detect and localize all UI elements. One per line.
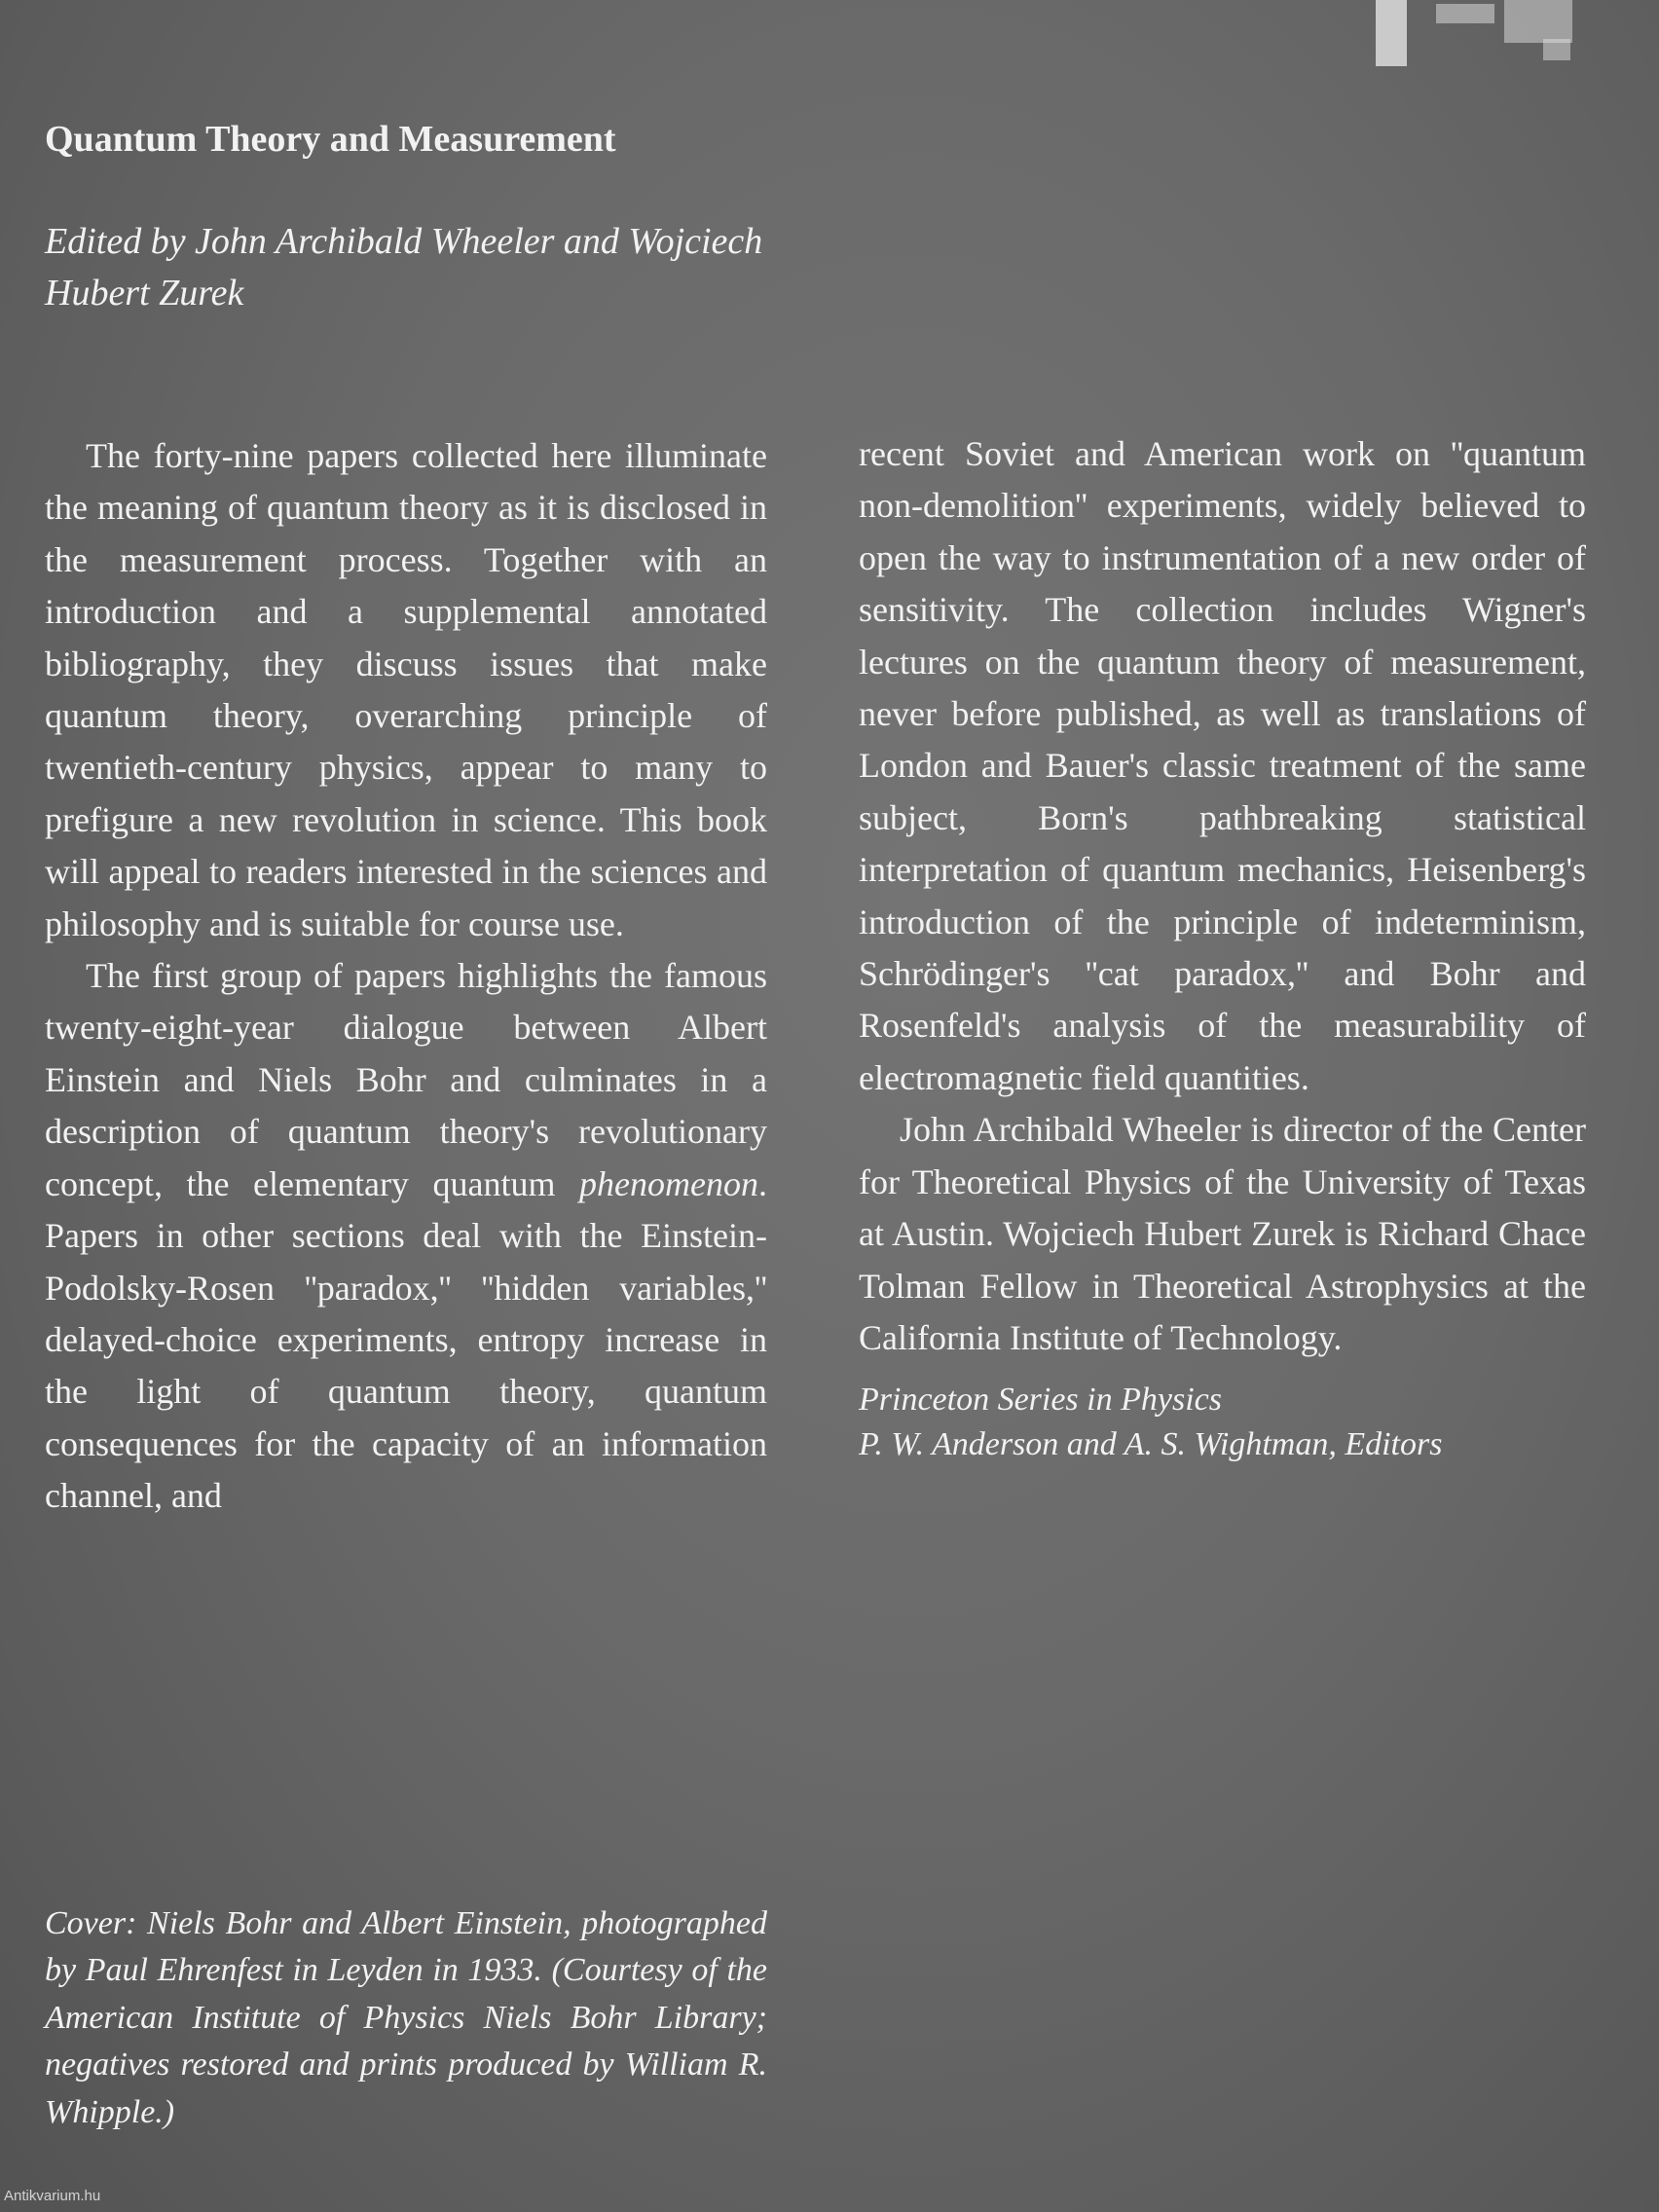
description-paragraph-1: The forty-nine papers collected here illuminate the meaning of quantum theory as it is disclosed in the measurement process. Together with an introduction and a supplemental annotated bibliography, they discuss issues that make quantum theory, overarching principle of twentieth-century physics, appear to many to prefigure a new revolution in science. This book will appeal to readers interested in the sciences and philosophy and is suitable for course use. [45,436,767,943]
description-paragraph-2 [45,950,767,1522]
right-column [859,428,1586,1467]
series-editors: P. W. Anderson and A. S. Wightman, Editors [859,1426,1443,1463]
site-watermark: Antikvarium.hu [4,2188,101,2204]
author-bio-paragraph: John Archibald Wheeler is director of the Center for Theoretical Physics of the University of Texas at Austin. Wojciech Hubert Zurek is Richard Chace Tolman Fellow in Theoretical Astrophysics at the California Institute of Technology. [859,1110,1586,1357]
series-info [859,1378,1586,1467]
phenomenon-emphasis: phenomenon [579,1163,758,1203]
description-paragraph-2-continued: recent Soviet and American work on ''quantum non-demolition'' experiments, widely believed to open the way to instrumentation of a new order of sensitivity. The collection includes Wigner's lectures on the quantum theory of measurement, never before published, as well as translations of London and Bauer's classic treatment of the same subject, Born's pathbreaking statistical interpretation of quantum mechanics, Heisenberg's introduction of the principle of indeterminism, Schrödinger's ''cat paradox,'' and Bohr and Rosenfeld's analysis of the measurability of electromagnetic field quantities. [859,434,1586,1097]
cover-credit-note: Cover: Niels Bohr and Albert Einstein, photographed by Paul Ehrenfest in Leyden in 1933. (Courtesy of the American Institute of Physics Niels Bohr Library; negatives restored and prints produced by William R. Whipple.) [45,1905,767,2130]
paragraph-2-text-start: The first group of papers highlights the famous twenty-eight-year dialogue between Albert Einstein and Niels Bohr and culminates in a description of quantum theory's revolutionary concept, the elementary quantum [45,956,767,1203]
paragraph-2-text-end: . Papers in other sections deal with the Einstein-Podolsky-Rosen ''paradox,'' ''hidden variables,'' delayed-choice experiments, entropy increase in the light of quantum theory, quantum consequences for the capacity of an information channel, and [45,1163,767,1516]
editors-line: Edited by John Archibald Wheeler and Wojciech Hubert Zurek [45,221,763,313]
left-column [45,430,767,1523]
series-name: Princeton Series in Physics [859,1382,1222,1419]
worn-label-scuff [1368,0,1584,70]
book-title: Quantum Theory and Measurement [45,119,616,160]
